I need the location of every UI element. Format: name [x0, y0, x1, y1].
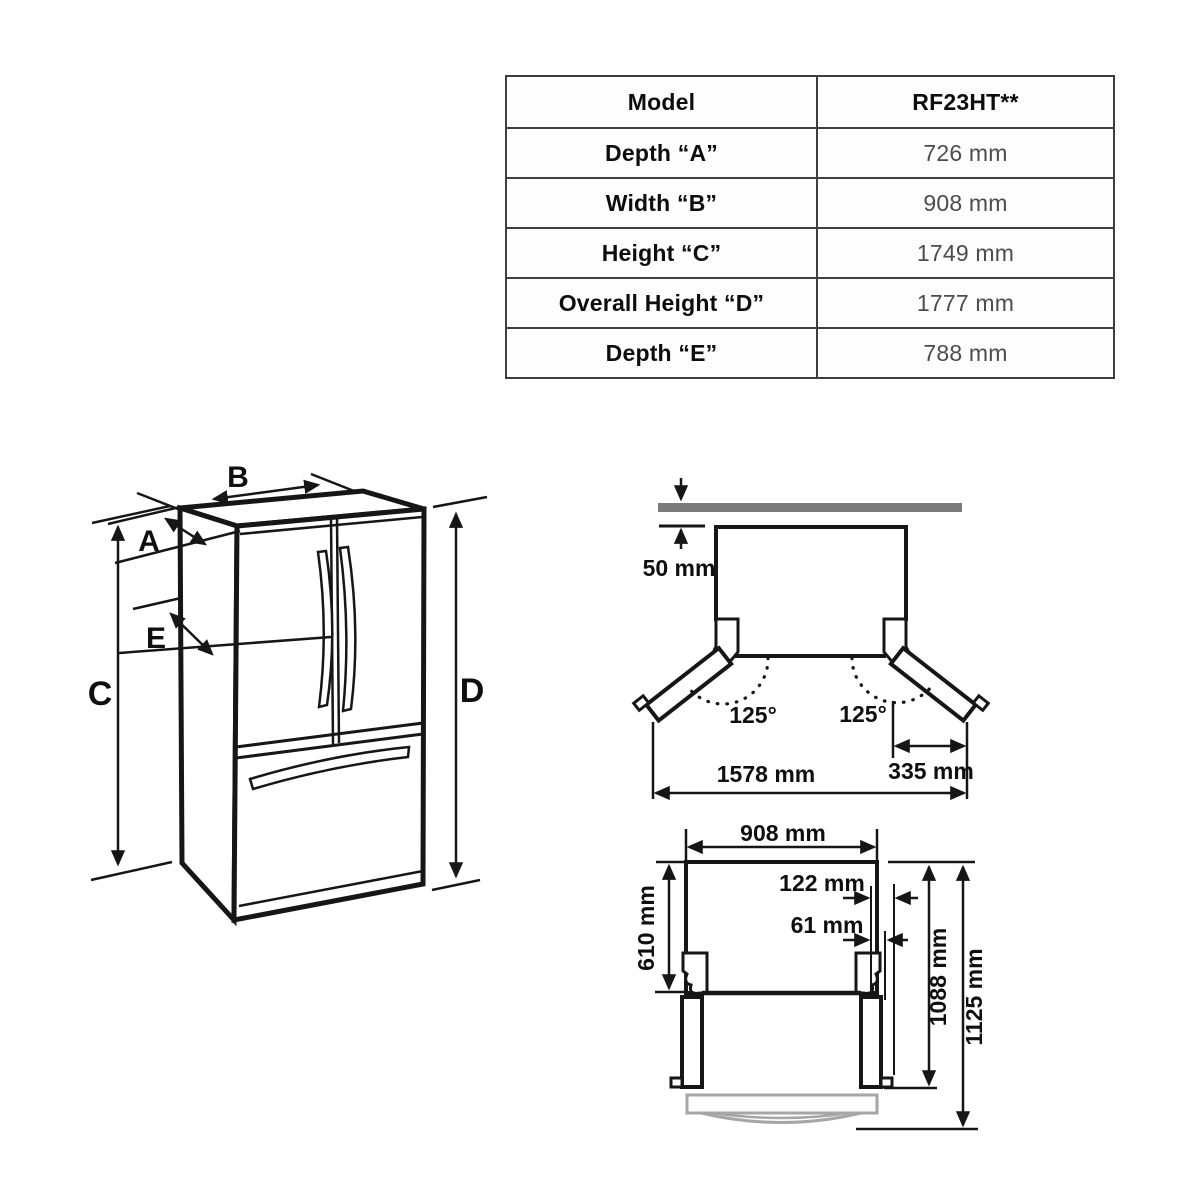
cabinet-depth-label: 610 mm — [633, 885, 659, 971]
overall-depth-open-label: 1125 mm — [961, 948, 987, 1046]
spec-label: Width “B” — [507, 179, 818, 227]
left-door-open — [634, 641, 731, 726]
door-clearance-label: 61 mm — [790, 912, 864, 938]
label-a: A — [138, 525, 160, 558]
spec-value: 726 mm — [923, 139, 1008, 166]
plan-left-door — [682, 997, 702, 1087]
depth-doors-open-label: 1088 mm — [925, 927, 951, 1027]
spec-value: 908 mm — [923, 189, 1008, 216]
label-d: D — [459, 672, 485, 710]
spec-label: Overall Height “D” — [507, 279, 818, 327]
plan-view-doors-90 — [633, 820, 987, 1129]
open-width-label: 1578 mm — [716, 761, 816, 787]
spec-label: Depth “A” — [507, 129, 818, 177]
isometric-fridge-drawing — [180, 491, 424, 920]
plan-right-door-tab — [881, 1078, 892, 1087]
spec-label: Depth “E” — [507, 329, 818, 377]
left-door-angle-label: 125° — [729, 702, 777, 728]
spec-value: 1777 mm — [916, 289, 1015, 316]
model-number-cell: RF23HT** — [912, 88, 1019, 115]
plan-left-door-tab — [671, 1078, 682, 1087]
right-door-angle-label: 125° — [839, 701, 887, 727]
cabinet-width-label: 908 mm — [740, 820, 826, 846]
dim-height-c — [88, 506, 172, 880]
top-view-doors-open — [634, 478, 989, 799]
spec-value: 788 mm — [923, 339, 1008, 366]
drawer-extended-outline — [687, 1095, 877, 1113]
label-b: B — [227, 461, 249, 494]
dim-overall-height-d — [432, 497, 487, 890]
label-e: E — [145, 622, 167, 655]
door-width-label: 335 mm — [888, 758, 974, 784]
wall-bar — [658, 503, 962, 512]
spec-value: 1749 mm — [916, 239, 1015, 266]
handle-clearance-label: 122 mm — [779, 870, 865, 896]
plan-right-door — [861, 997, 881, 1087]
wall-clearance-label: 50 mm — [642, 555, 716, 581]
right-door-open — [891, 641, 988, 726]
label-c: C — [87, 675, 113, 713]
spec-label: Height “C” — [507, 229, 818, 277]
fridge-side-face — [180, 508, 237, 920]
model-header-cell: Model — [507, 77, 818, 127]
